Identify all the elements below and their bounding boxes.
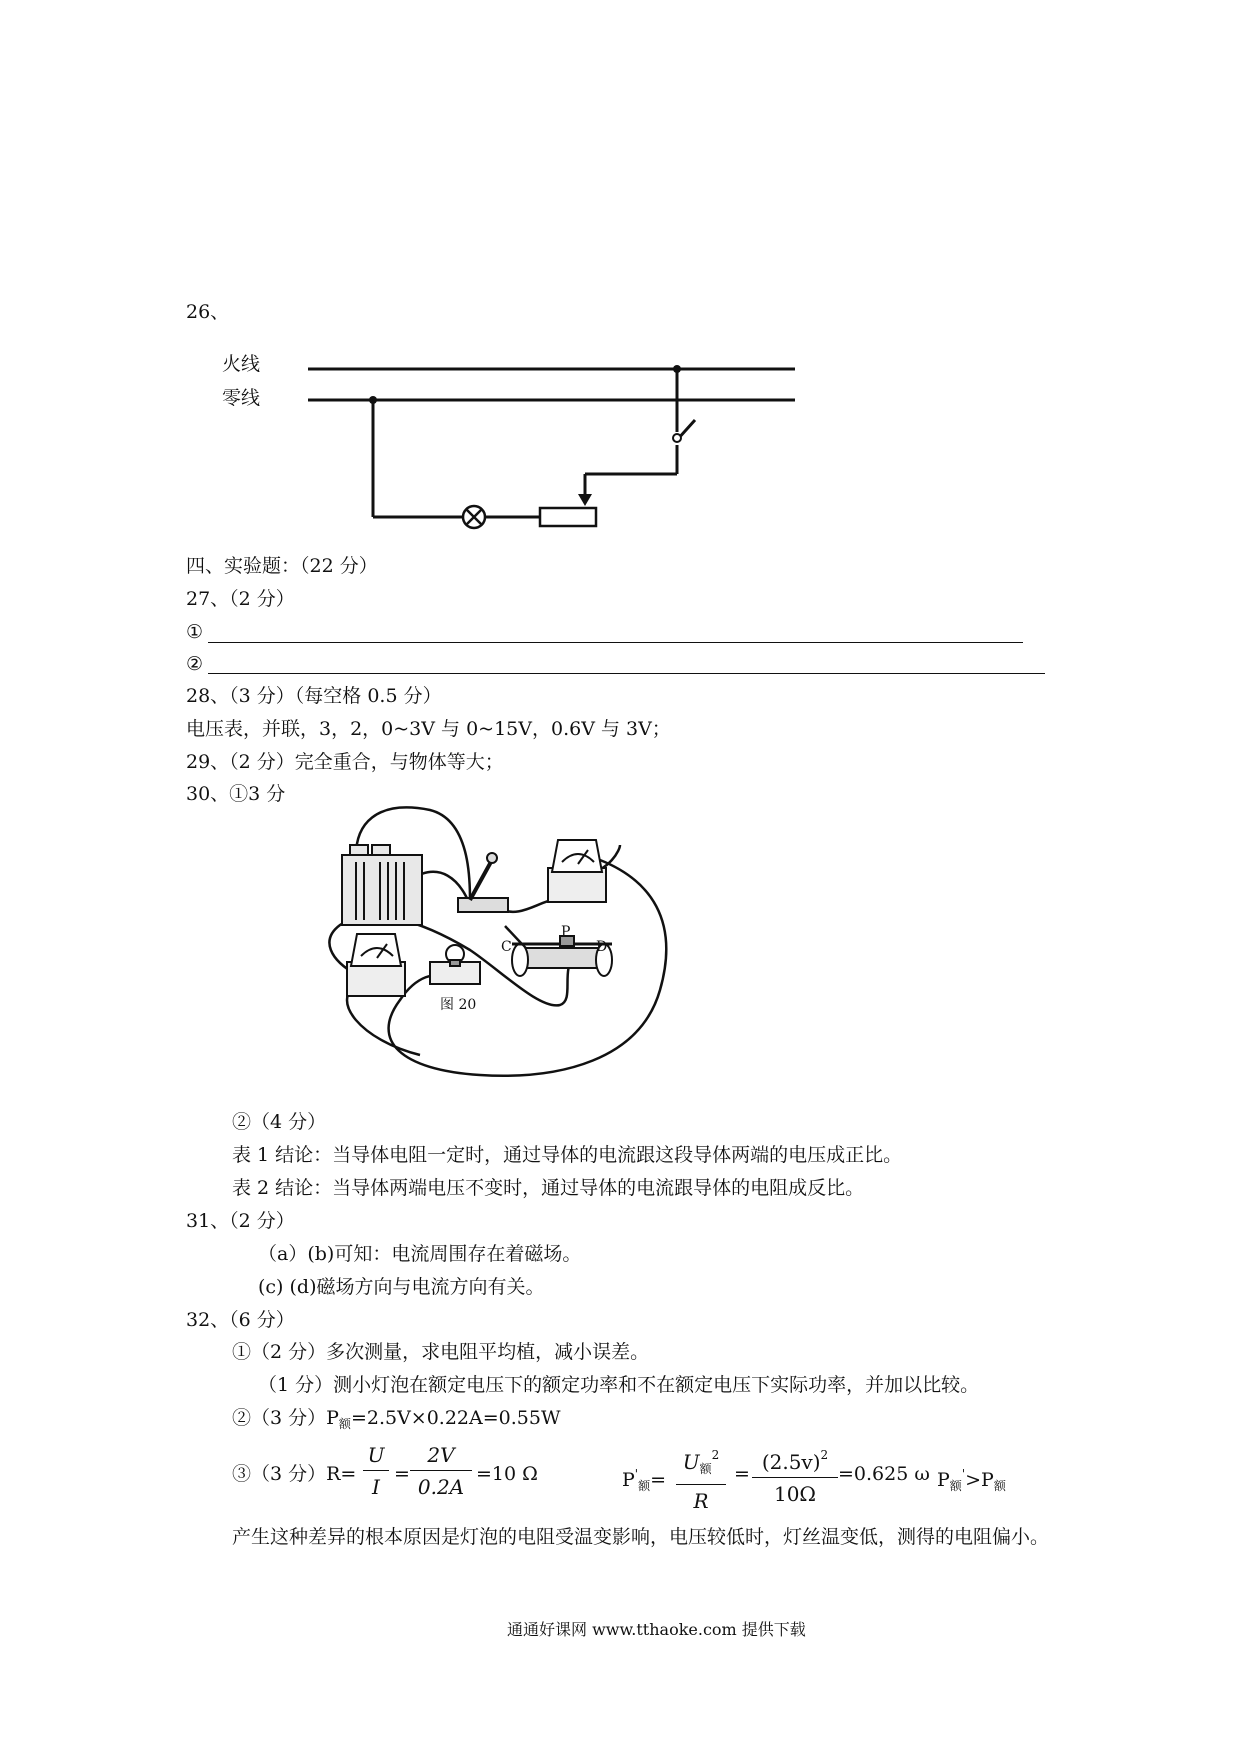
q32-part2 (232, 1406, 561, 1436)
fraction-u2-over-r (676, 1442, 726, 1514)
q28-number: 28、（3 分）（每空格 0.5 分） (186, 685, 442, 707)
power-symbol: P (622, 1469, 635, 1491)
ammeter-bottom (347, 934, 405, 996)
fraction-u: U (682, 1450, 700, 1474)
compare-p1: P (937, 1469, 950, 1491)
q32-conclusion: 产生这种差异的根本原因是灯泡的电阻受温变影响，电压较低时，灯丝温变低，测得的电阻偏小。 (232, 1526, 1050, 1548)
q32-number: 32、（6 分） (186, 1309, 295, 1331)
power-sub: 额 (638, 1479, 651, 1493)
q32-part2-rest: =2.5V×0.22A=0.55W (350, 1407, 561, 1429)
fraction-u-sup: 2 (711, 1448, 720, 1462)
fraction-denominator: 10Ω (773, 1482, 817, 1506)
rheostat-terminal-p: P (561, 924, 571, 940)
compare-op: >P (965, 1469, 994, 1491)
fraction-value: (2.5v) (761, 1450, 821, 1474)
q27-item1-marker: ① (186, 621, 204, 643)
page-footer: 通通好课网 www.tthaoke.com 提供下载 (507, 1620, 806, 1639)
fraction-sup: 2 (820, 1448, 829, 1462)
q31-line-c: (c) (d)磁场方向与电流方向有关。 (258, 1276, 545, 1298)
rheostat-terminal-d: D (596, 939, 608, 955)
compare-mark: ' (961, 1467, 966, 1481)
actual-power-label (622, 1462, 666, 1498)
q30-number: 30、①3 分 (186, 783, 286, 805)
equals-sign: = (650, 1469, 667, 1491)
fraction-denominator: 0.2A (417, 1475, 465, 1499)
power-comparison (937, 1462, 1006, 1498)
fraction-numerator (676, 1442, 726, 1485)
q32-part2-sub: 额 (338, 1417, 351, 1431)
q28-answer: 电压表，并联，3，2，0~3V 与 0~15V，0.6V 与 3V； (186, 718, 671, 740)
q30-table2-conclusion: 表 2 结论：当导体两端电压不变时，通过导体的电流跟导体的电阻成反比。 (232, 1177, 865, 1199)
q27-item2-marker: ② (186, 653, 204, 675)
fraction-denominator: I (372, 1475, 380, 1499)
q26-number: 26、 (186, 301, 230, 323)
live-wire-label: 火线 (222, 353, 261, 375)
q30-part2: ②（4 分） (232, 1111, 327, 1133)
q32-part1b: （1 分）测小灯泡在额定电压下的额定功率和不在额定电压下实际功率，并加以比较。 (258, 1374, 980, 1396)
neutral-wire-label: 零线 (222, 387, 261, 409)
voltmeter-top (548, 840, 606, 902)
fraction-u-over-i (363, 1442, 389, 1500)
q27-number: 27、（2 分） (186, 588, 295, 610)
fraction-2v-over-02a (410, 1442, 472, 1500)
q31-line-a: （a）(b)可知：电流周围存在着磁场。 (258, 1243, 582, 1265)
fraction-numerator: U (363, 1442, 389, 1471)
equals-sign: = (394, 1463, 410, 1485)
fraction-25v2-over-10ohm (752, 1442, 838, 1507)
power-result: =0.625 ω (838, 1463, 930, 1485)
resistance-result: =10 Ω (476, 1463, 538, 1485)
equals-sign: = (734, 1463, 750, 1485)
fraction-numerator (752, 1442, 838, 1478)
compare-sub1: 额 (949, 1479, 962, 1493)
section-heading: 四、实验题：（22 分） (186, 555, 378, 577)
fraction-u-sub: 额 (699, 1462, 712, 1476)
knife-switch (458, 853, 508, 912)
q32-part2-prefix: ②（3 分）P (232, 1407, 339, 1429)
q32-part3-prefix: ③（3 分）R= (232, 1463, 357, 1485)
battery-pack (342, 845, 422, 925)
prime-mark: ' (634, 1467, 639, 1481)
fraction-numerator: 2V (410, 1442, 472, 1471)
fraction-denominator: R (693, 1489, 709, 1513)
figure-label: 图 20 (440, 997, 477, 1013)
q32-part1: ①（2 分）多次测量，求电阻平均植，减小误差。 (232, 1341, 650, 1363)
q31-number: 31、（2 分） (186, 1210, 295, 1232)
rheostat-terminal-c: C (501, 939, 512, 955)
q29-answer: 29、（2 分）完全重合，与物体等大； (186, 751, 504, 773)
q30-table1-conclusion: 表 1 结论：当导体电阻一定时，通过导体的电流跟这段导体两端的电压成正比。 (232, 1144, 903, 1166)
compare-sub2: 额 (993, 1479, 1006, 1493)
